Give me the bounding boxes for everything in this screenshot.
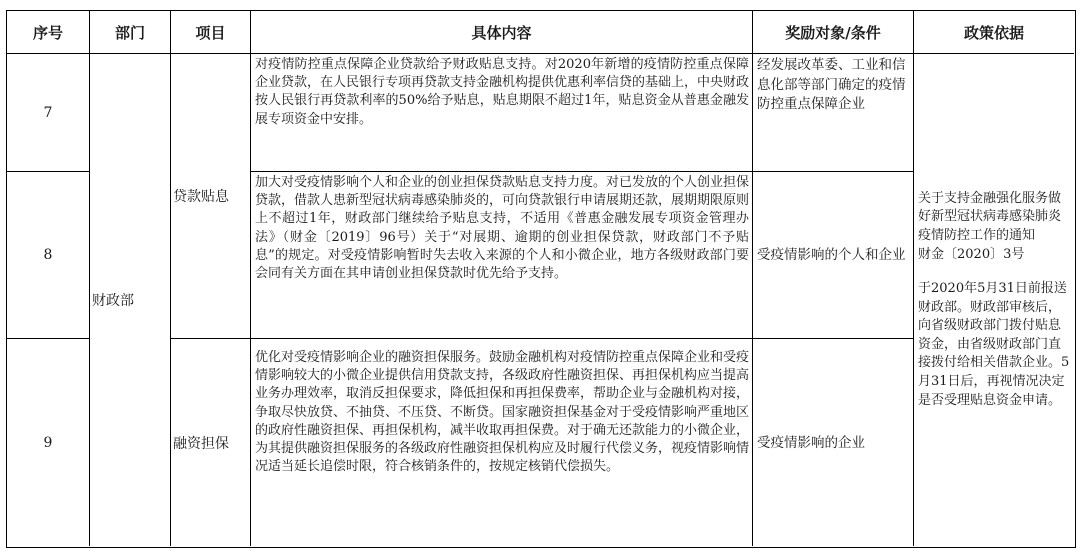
department-cell: 财政部 <box>90 54 171 546</box>
row-9-index: 9 <box>7 339 90 546</box>
row-8-award: 受疫情影响的个人和企业 <box>753 172 914 339</box>
row-9-content-text: 优化对受疫情影响企业的融资担保服务。鼓励金融机构对疫情防控重点保障企业和受疫情影响较大的小微企业提供信用贷款支持，各级政府性融资担保、再担保机构应当提高业务办理效率，取消反担保要求，降低担保和再担保费率，帮助企业与金融机构对接，争取尽快放贷、不抽贷、不压贷、不断贷。国家融资担保基金对于受疫情影响严重地区的政府性融资担保、再担保机构，减半收取再担保费。对于确无还款能力的小微企业，为其提供融资担保服务的各级政府性融资担保机构应及时履行代偿义务，视疫情影响情况适当延长追偿时限，符合核销条件的，按规定核销代偿损失。 <box>255 350 750 475</box>
policy-basis-title: 关于支持金融强化服务做好新型冠状病毒感染肺炎疫情防控工作的通知 <box>918 190 1062 243</box>
header-department: 部门 <box>90 11 171 54</box>
row-7-award: 经发展改革委、工业和信息化部等部门确定的疫情防控重点保障企业 <box>753 54 914 172</box>
header-item: 项目 <box>171 11 251 54</box>
header-basis: 政策依据 <box>914 11 1074 54</box>
row-7-content <box>251 54 753 172</box>
row-9-award: 受疫情影响的企业 <box>753 339 914 546</box>
header-content: 具体内容 <box>251 11 753 54</box>
row-8-index: 8 <box>7 172 90 339</box>
policy-basis-doc-no: 财金〔2020〕3号 <box>918 246 1025 262</box>
header-award: 奖励对象/条件 <box>753 11 914 54</box>
policy-basis-note: 于2020年5月31日前报送财政部。财政部审核后，向省级财政部门拨付贴息资金，由省级财政部门直接拨付给相关借款企业。5月31日后，再视情况决定是否受理贴息资金申请。 <box>918 281 1070 408</box>
row-8-content-text: 加大对受疫情影响个人和企业的创业担保贷款贴息支持力度。对已发放的个人创业担保贷款，借款人患新型冠状病毒感染肺炎的，可向贷款银行申请展期还款，展期期限原则上不超过1年，财政部门继续给予贴息支持，不适用《普惠金融发展专项资金管理办法》（财金〔2019〕96号）关于“对展期、逾期的创业担保贷款，财政部门不予贴息”的规定。对受疫情影响暂时失去收入来源的个人和小微企业，地方各级财政部门要会同有关方面在其申请创业担保贷款时优先给予支持。 <box>255 175 750 282</box>
item-loan-subsidy: 贷款贴息 <box>171 54 251 339</box>
header-index: 序号 <box>7 11 90 54</box>
row-8-content <box>251 172 753 339</box>
policy-basis-cell <box>914 54 1074 546</box>
item-financing-guarantee: 融资担保 <box>171 339 251 546</box>
row-7-index: 7 <box>7 54 90 172</box>
policy-table <box>6 10 1076 548</box>
row-9-content <box>251 339 753 546</box>
row-7-content-text: 对疫情防控重点保障企业贷款给予财政贴息支持。对2020年新增的疫情防控重点保障企业贷款，在人民银行专项再贷款支持金融机构提供优惠利率信贷的基础上，中央财政按人民银行再贷款利率的50%给予贴息，贴息期限不超过1年，贴息资金从普惠金融发展专项资金中安排。 <box>255 57 750 127</box>
